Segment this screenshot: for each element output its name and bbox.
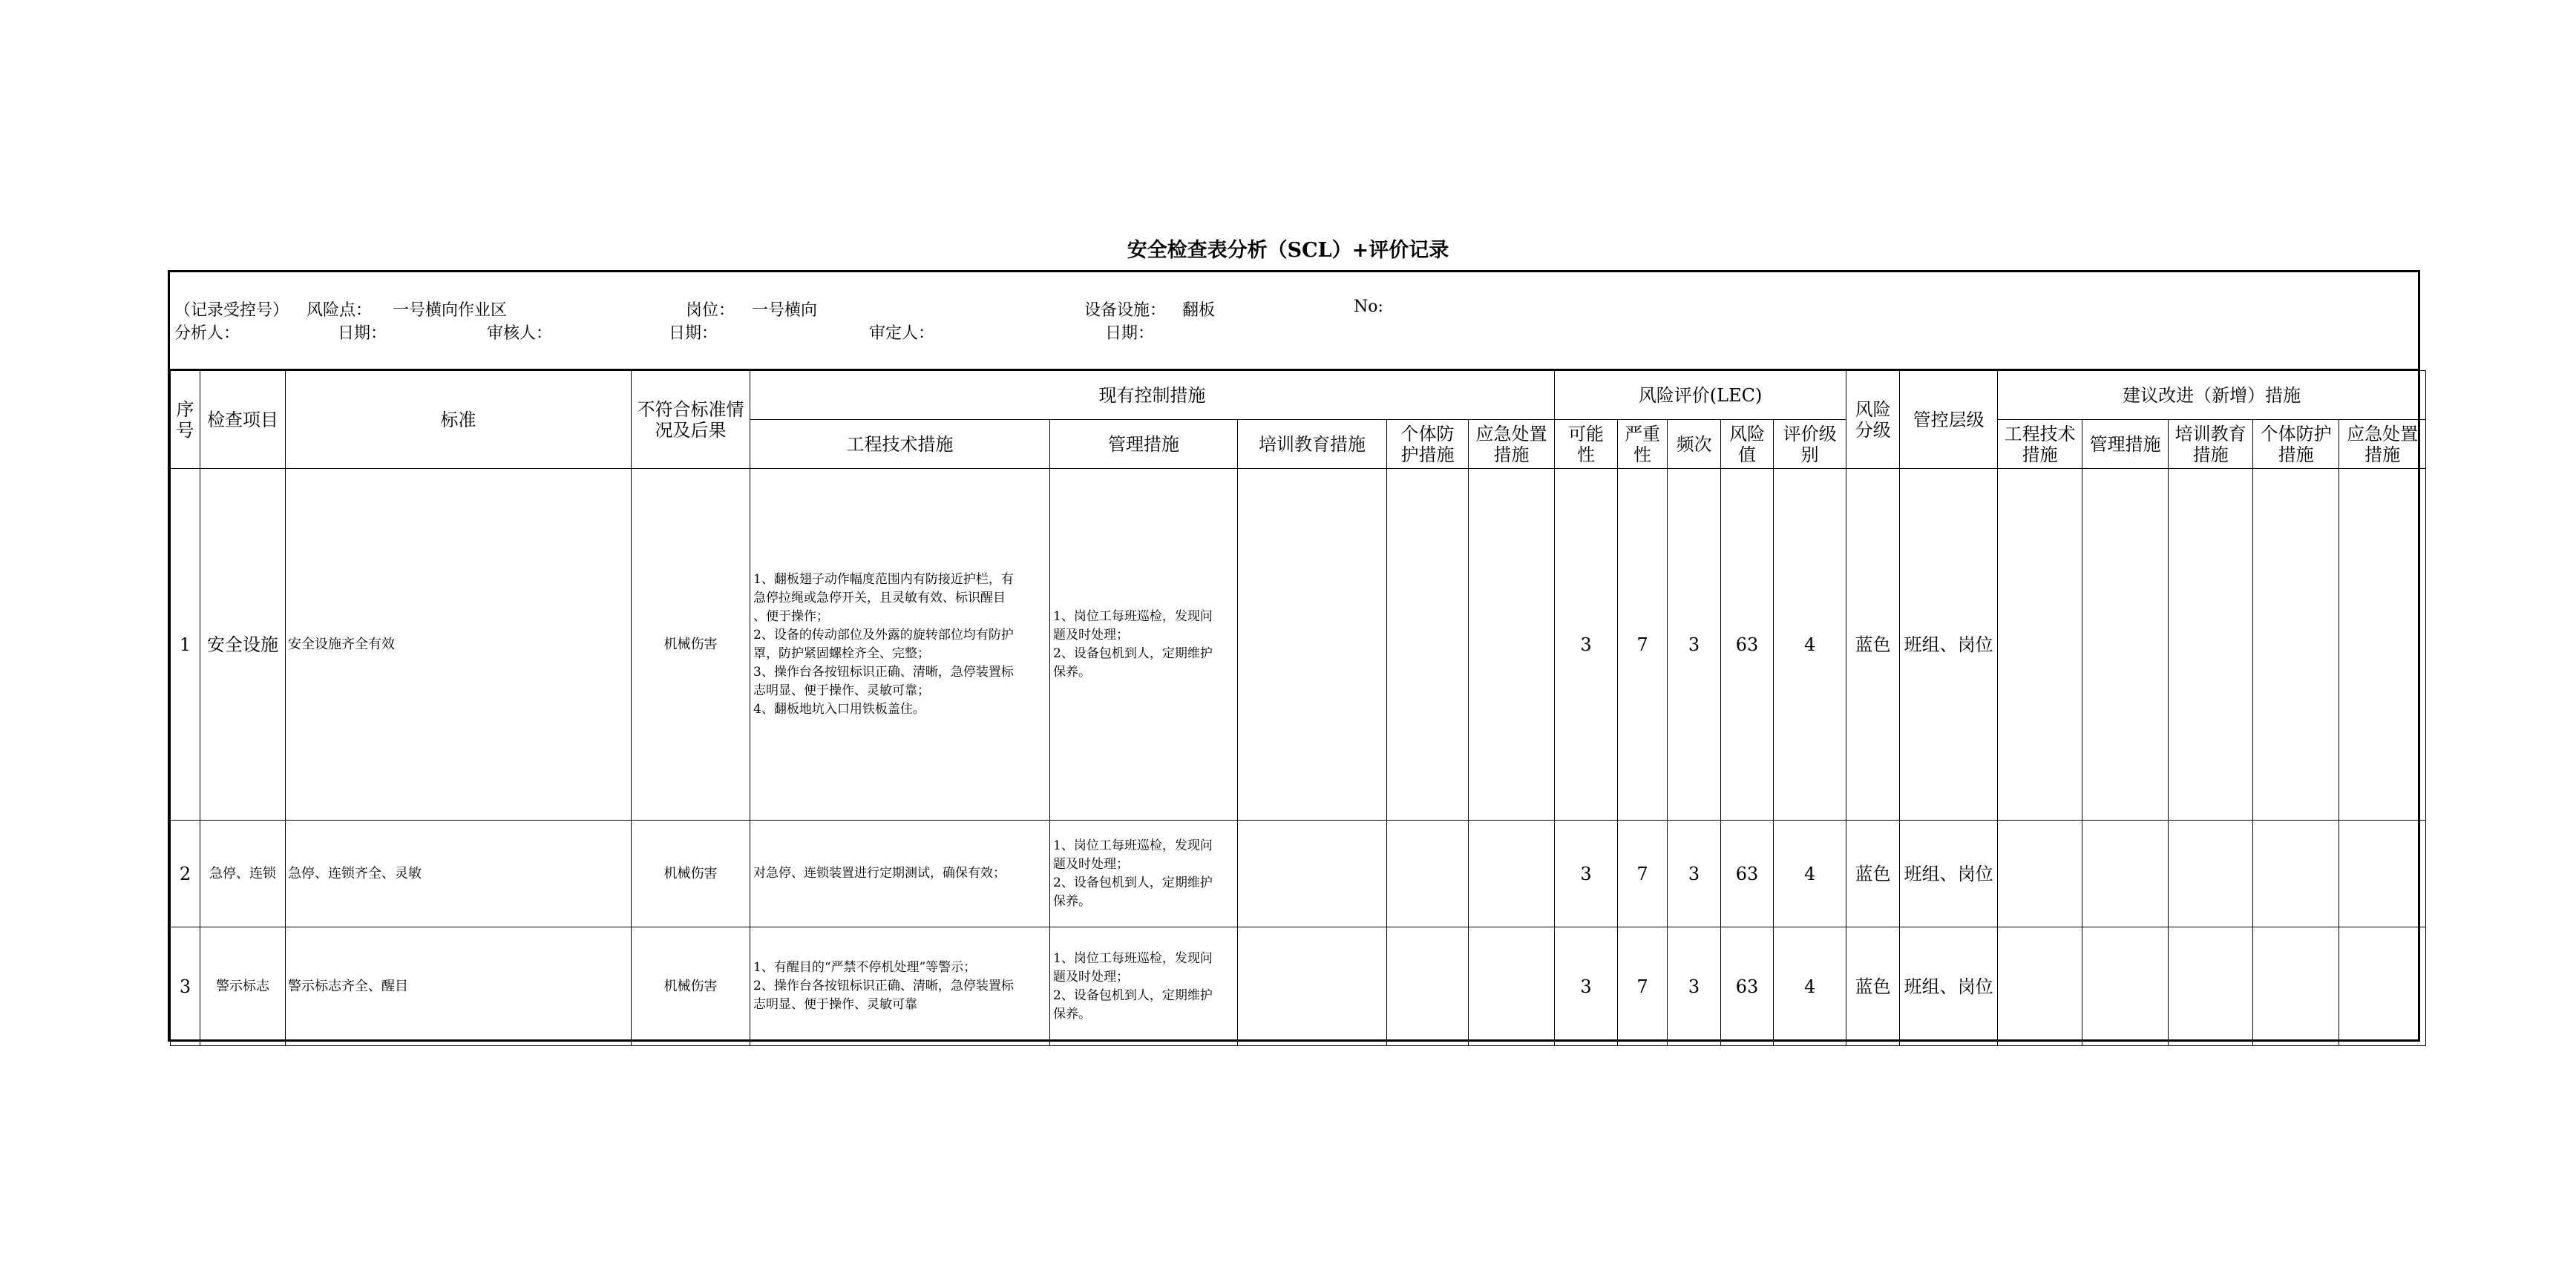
table-row [171, 821, 2426, 927]
equipment-label: 设备设施： [1084, 301, 1167, 320]
row-seq: 3 [171, 927, 200, 1046]
row-s-eng [1998, 469, 2082, 821]
row-ppe [1387, 927, 1469, 1046]
header-seq: 序号 [171, 371, 200, 469]
header-s-train: 培训教育 措施 [2169, 420, 2253, 469]
header-s-ppe: 个体防护 措施 [2253, 420, 2339, 469]
date2-label: 日期： [669, 324, 718, 343]
row-consequence: 机械伤害 [632, 821, 750, 927]
row-freq: 3 [1668, 821, 1721, 927]
table-row [171, 469, 2426, 821]
row-risk-class: 蓝色 [1846, 821, 1900, 927]
row-training [1238, 469, 1387, 821]
row-grade: 4 [1774, 927, 1846, 1046]
row-mgmt-measures: 1、岗位工每班巡检，发现问 题及时处理； 2、设备包机到人，定期维护 保养。 [1050, 821, 1238, 927]
row-s-eng [1998, 927, 2082, 1046]
row-risk-class: 蓝色 [1846, 927, 1900, 1046]
post-value: 一号横向 [752, 301, 818, 320]
row-s-ppe [2253, 469, 2339, 821]
header-s: 严重 性 [1618, 420, 1668, 469]
row-freq: 3 [1668, 469, 1721, 821]
row-s-train [2169, 821, 2253, 927]
row-seq: 1 [171, 469, 200, 821]
row-emergency [1469, 469, 1555, 821]
row-s-mgmt [2082, 469, 2169, 821]
row-control-level: 班组、岗位 [1900, 821, 1998, 927]
row-item: 急停、连锁 [200, 821, 286, 927]
row-risk-value: 63 [1721, 927, 1774, 1046]
no-label: No: [1354, 298, 1383, 316]
row-mgmt-measures: 1、岗位工每班巡检，发现问 题及时处理； 2、设备包机到人，定期维护 保养。 [1050, 927, 1238, 1046]
scl-table [170, 370, 2426, 1046]
header-freq: 频次 [1668, 420, 1721, 469]
table-row [171, 927, 2426, 1046]
row-eng-measures: 对急停、连锁装置进行定期测试，确保有效； [750, 821, 1050, 927]
header-ppe: 个体防 护措施 [1387, 420, 1469, 469]
row-consequence: 机械伤害 [632, 927, 750, 1046]
row-s-emerg [2339, 927, 2426, 1046]
row-control-level: 班组、岗位 [1900, 927, 1998, 1046]
header-grade: 评价级 别 [1774, 420, 1846, 469]
header-lec: 风险评价(LEC) [1555, 371, 1846, 420]
row-training [1238, 821, 1387, 927]
row-grade: 4 [1774, 821, 1846, 927]
header-s-mgmt: 管理措施 [2082, 420, 2169, 469]
row-item: 警示标志 [200, 927, 286, 1046]
row-l: 3 [1555, 469, 1618, 821]
header-risk-class: 风险 分级 [1846, 371, 1900, 469]
row-freq: 3 [1668, 927, 1721, 1046]
row-risk-value: 63 [1721, 469, 1774, 821]
row-s-mgmt [2082, 927, 2169, 1046]
row-s-ppe [2253, 821, 2339, 927]
row-l: 3 [1555, 821, 1618, 927]
row-consequence: 机械伤害 [632, 469, 750, 821]
scl-sheet [168, 270, 2420, 1042]
row-emergency [1469, 927, 1555, 1046]
header-item: 检查项目 [200, 371, 286, 469]
header-suggest: 建议改进（新增）措施 [1998, 371, 2426, 420]
post-label: 岗位： [686, 301, 735, 320]
risk-point-label: 风险点： [307, 301, 373, 320]
header-nonconform: 不符合标准情 况及后果 [632, 371, 750, 469]
header-training: 培训教育措施 [1238, 420, 1387, 469]
row-ppe [1387, 469, 1469, 821]
row-mgmt-measures: 1、岗位工每班巡检，发现问 题及时处理； 2、设备包机到人，定期维护 保养。 [1050, 469, 1238, 821]
approver-label: 审定人： [869, 324, 935, 343]
row-s-train [2169, 927, 2253, 1046]
row-eng-measures: 1、有醒目的“严禁不停机处理”等警示； 2、操作台各按钮标识正确、清晰，急停装置标 志明显、便于操作、灵敏可靠 [750, 927, 1050, 1046]
row-standard: 警示标志齐全、醒目 [286, 927, 632, 1046]
header-row-1 [171, 371, 2426, 420]
row-risk-value: 63 [1721, 821, 1774, 927]
row-s-mgmt [2082, 821, 2169, 927]
row-l: 3 [1555, 927, 1618, 1046]
page-title: 安全检查表分析（SCL）+评价记录 [1127, 239, 1449, 262]
date3-label: 日期： [1105, 324, 1155, 343]
row-ppe [1387, 821, 1469, 927]
record-no-label: （记录受控号） [174, 301, 289, 320]
header-existing-measures: 现有控制措施 [750, 371, 1555, 420]
row-s: 7 [1618, 821, 1668, 927]
row-s: 7 [1618, 927, 1668, 1046]
header-control-level: 管控层级 [1900, 371, 1998, 469]
row-risk-class: 蓝色 [1846, 469, 1900, 821]
header-s-emerg: 应急处置 措施 [2339, 420, 2426, 469]
row-s-train [2169, 469, 2253, 821]
row-grade: 4 [1774, 469, 1846, 821]
row-standard: 安全设施齐全有效 [286, 469, 632, 821]
row-s-eng [1998, 821, 2082, 927]
row-item: 安全设施 [200, 469, 286, 821]
header-risk-value: 风险 值 [1721, 420, 1774, 469]
row-s: 7 [1618, 469, 1668, 821]
equipment-value: 翻板 [1182, 301, 1216, 320]
row-training [1238, 927, 1387, 1046]
header-s-eng: 工程技术 措施 [1998, 420, 2082, 469]
row-eng-measures: 1、翻板翅子动作幅度范围内有防接近护栏，有 急停拉绳或急停开关，且灵敏有效、标识醒目 、便于操作； 2、设备的传动部位及外露的旋转部位均有防护 罩，防护紧固螺栓齐全、完整； 3、操作台各按钮标识正确、清晰，急停装置标 志明显、便于操作、灵敏可靠； 4、翻板地坑入口用铁板盖住。 [750, 469, 1050, 821]
date1-label: 日期： [338, 324, 387, 343]
row-seq: 2 [171, 821, 200, 927]
row-s-ppe [2253, 927, 2339, 1046]
row-s-emerg [2339, 821, 2426, 927]
row-emergency [1469, 821, 1555, 927]
meta-block [170, 272, 2418, 370]
header-emergency: 应急处置 措施 [1469, 420, 1555, 469]
header-standard: 标准 [286, 371, 632, 469]
header-mgmt: 管理措施 [1050, 420, 1238, 469]
row-control-level: 班组、岗位 [1900, 469, 1998, 821]
row-s-emerg [2339, 469, 2426, 821]
header-eng: 工程技术措施 [750, 420, 1050, 469]
analyst-label: 分析人： [174, 324, 240, 343]
risk-point-value: 一号横向作业区 [393, 301, 508, 320]
reviewer-label: 审核人： [487, 324, 553, 343]
header-l: 可能 性 [1555, 420, 1618, 469]
row-standard: 急停、连锁齐全、灵敏 [286, 821, 632, 927]
